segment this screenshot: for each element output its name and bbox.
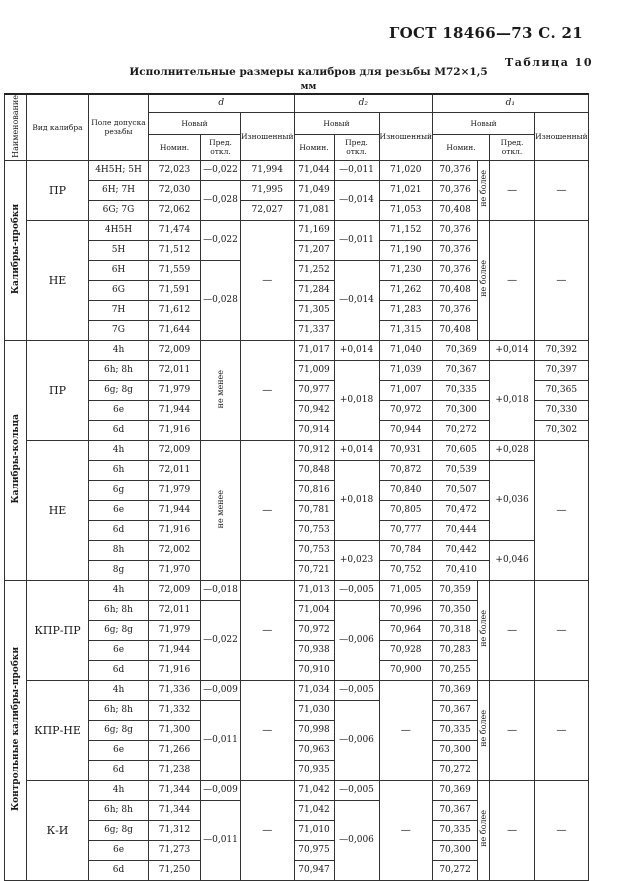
cell-d-nom: 72,011 bbox=[149, 360, 201, 380]
col-d-new: Новый bbox=[149, 112, 241, 134]
cell-d-dev: —0,009 bbox=[201, 780, 241, 800]
cell-d2-worn: 71,152 bbox=[379, 220, 433, 240]
cell-d1-nom: 70,335 bbox=[433, 380, 490, 400]
cell-d-nom: 71,273 bbox=[149, 840, 201, 860]
table-row bbox=[5, 680, 589, 700]
cell-d-nom: 71,916 bbox=[149, 660, 201, 680]
cell-d-worn: — bbox=[241, 220, 295, 340]
cell-d1-dev: — bbox=[490, 780, 535, 880]
cell-d2-nom: 71,042 bbox=[294, 800, 334, 820]
cell-d2-worn: 71,040 bbox=[379, 340, 433, 360]
table-row bbox=[5, 540, 589, 560]
cell-d2-worn: 71,230 bbox=[379, 260, 433, 280]
cell-d1-nom: 70,472 bbox=[433, 500, 490, 520]
cell-d2-worn: 71,005 bbox=[379, 580, 433, 600]
tolerance-field: 4h bbox=[89, 680, 149, 700]
cell-d-dev: —0,028 bbox=[201, 260, 241, 340]
cell-d-worn: — bbox=[241, 680, 295, 780]
tolerance-field: 6d bbox=[89, 520, 149, 540]
cell-d1-dev: +0,036 bbox=[490, 460, 535, 540]
cell-d1-nom: 70,408 bbox=[433, 280, 478, 300]
cell-d1-nom: 70,376 bbox=[433, 300, 478, 320]
cell-d1-dev: +0,018 bbox=[490, 360, 535, 440]
col-d1-dev: Пред. откл. bbox=[490, 134, 535, 160]
table-row bbox=[5, 340, 589, 360]
cell-d2-worn: 71,007 bbox=[379, 380, 433, 400]
tolerance-field: 4h bbox=[89, 780, 149, 800]
cell-d2-nom: 71,013 bbox=[294, 580, 334, 600]
group-name-label: Калибры-кольца bbox=[10, 414, 21, 504]
cell-d2-nom: 71,009 bbox=[294, 360, 334, 380]
cell-d2-dev: +0,018 bbox=[334, 360, 379, 440]
cell-d-nom: 71,970 bbox=[149, 560, 201, 580]
cell-d-nom: 71,344 bbox=[149, 780, 201, 800]
cell-d-nom: 71,512 bbox=[149, 240, 201, 260]
cell-d-nom: 71,944 bbox=[149, 500, 201, 520]
cell-d1-nom: 70,335 bbox=[433, 720, 478, 740]
note-text: не более bbox=[479, 710, 489, 748]
cell-d2-nom: 70,848 bbox=[294, 460, 334, 480]
cell-d1-nom: 70,376 bbox=[433, 180, 478, 200]
cell-d2-worn: 71,020 bbox=[379, 160, 433, 180]
cell-d2-nom: 70,912 bbox=[294, 440, 334, 460]
cell-d2-nom: 70,935 bbox=[294, 760, 334, 780]
cell-d2-nom: 71,030 bbox=[294, 700, 334, 720]
cell-d2-nom: 70,972 bbox=[294, 620, 334, 640]
note-not-more bbox=[478, 580, 490, 680]
tolerance-field: 4H5H bbox=[89, 220, 149, 240]
cell-d2-worn: 71,021 bbox=[379, 180, 433, 200]
cell-d-nom: 71,979 bbox=[149, 380, 201, 400]
cell-d1-worn: — bbox=[535, 160, 589, 220]
cell-d2-worn: 70,972 bbox=[379, 400, 433, 420]
cell-d2-dev: —0,014 bbox=[334, 260, 379, 340]
note-not-less bbox=[201, 440, 241, 580]
cell-d2-nom: 70,721 bbox=[294, 560, 334, 580]
cell-d-nom: 71,591 bbox=[149, 280, 201, 300]
col-d2-nom: Номин. bbox=[294, 134, 334, 160]
tolerance-field: 6h bbox=[89, 460, 149, 480]
cell-d2-nom: 71,169 bbox=[294, 220, 334, 240]
table-row bbox=[5, 360, 589, 380]
cell-d-nom: 71,644 bbox=[149, 320, 201, 340]
cell-d1-nom: 70,408 bbox=[433, 320, 478, 340]
cell-d2-nom: 71,081 bbox=[294, 200, 334, 220]
note-text: не более bbox=[479, 610, 489, 648]
cell-d2-nom: 71,042 bbox=[294, 780, 334, 800]
table-row bbox=[5, 440, 589, 460]
col-d1-worn: Изношенный bbox=[535, 112, 589, 160]
tolerance-field: 4h bbox=[89, 340, 149, 360]
cell-d2-dev: —0,014 bbox=[334, 180, 379, 220]
cell-d2-worn: 70,805 bbox=[379, 500, 433, 520]
cell-d1-dev: — bbox=[490, 160, 535, 220]
note-text: не менее bbox=[216, 369, 225, 409]
cell-d1-nom: 70,410 bbox=[433, 560, 490, 580]
cell-d1-nom: 70,444 bbox=[433, 520, 490, 540]
cell-d1-dev: +0,028 bbox=[490, 440, 535, 460]
tolerance-field: 8h bbox=[89, 540, 149, 560]
tolerance-field: 7G bbox=[89, 320, 149, 340]
gauge-dimensions-table bbox=[4, 93, 589, 881]
tolerance-field: 5H bbox=[89, 240, 149, 260]
tolerance-field: 6g; 8g bbox=[89, 380, 149, 400]
cell-d-worn: — bbox=[241, 780, 295, 880]
note-not-more bbox=[478, 680, 490, 780]
cell-d1-nom: 70,539 bbox=[433, 460, 490, 480]
cell-d1-nom: 70,369 bbox=[433, 780, 478, 800]
cell-d2-nom: 71,004 bbox=[294, 600, 334, 620]
cell-d2-dev: +0,014 bbox=[334, 340, 379, 360]
cell-d-nom: 72,062 bbox=[149, 200, 201, 220]
cell-d2-nom: 70,963 bbox=[294, 740, 334, 760]
cell-d2-nom: 70,947 bbox=[294, 860, 334, 880]
cell-d-nom: 71,612 bbox=[149, 300, 201, 320]
cell-d1-nom: 70,300 bbox=[433, 400, 490, 420]
tolerance-field: 6H bbox=[89, 260, 149, 280]
cell-d2-worn: 71,283 bbox=[379, 300, 433, 320]
tolerance-field: 6g bbox=[89, 480, 149, 500]
tolerance-field: 6d bbox=[89, 760, 149, 780]
cell-d1-nom: 70,376 bbox=[433, 260, 478, 280]
note-not-more bbox=[478, 780, 490, 880]
tolerance-field: 7H bbox=[89, 300, 149, 320]
cell-d2-worn: 71,315 bbox=[379, 320, 433, 340]
cell-d1-nom: 70,272 bbox=[433, 760, 478, 780]
group-name bbox=[5, 160, 27, 340]
cell-d2-nom: 71,017 bbox=[294, 340, 334, 360]
cell-d2-dev: —0,011 bbox=[334, 220, 379, 260]
tolerance-field: 8g bbox=[89, 560, 149, 580]
cell-d-nom: 72,011 bbox=[149, 460, 201, 480]
cell-d-dev: —0,022 bbox=[201, 160, 241, 180]
cell-d-dev: —0,011 bbox=[201, 800, 241, 880]
cell-d2-nom: 71,044 bbox=[294, 160, 334, 180]
cell-d2-nom: 70,781 bbox=[294, 500, 334, 520]
cell-d1-dev: — bbox=[490, 220, 535, 340]
gauge-kind: ПР bbox=[27, 340, 89, 440]
note-not-more bbox=[478, 220, 490, 340]
cell-d1-nom: 70,272 bbox=[433, 420, 490, 440]
cell-d-nom: 72,030 bbox=[149, 180, 201, 200]
table-label: Таблица 10 bbox=[505, 56, 593, 69]
note-text: не более bbox=[479, 260, 489, 298]
gauge-kind: КПР-ПР bbox=[27, 580, 89, 680]
cell-d1-nom: 70,367 bbox=[433, 800, 478, 820]
cell-d2-worn: 70,928 bbox=[379, 640, 433, 660]
col-field: Поле допуска резьбы bbox=[89, 94, 149, 160]
cell-d1-nom: 70,367 bbox=[433, 700, 478, 720]
cell-d2-worn: 70,996 bbox=[379, 600, 433, 620]
tolerance-field: 6g; 8g bbox=[89, 720, 149, 740]
cell-d-nom: 71,344 bbox=[149, 800, 201, 820]
cell-d2-nom: 70,753 bbox=[294, 540, 334, 560]
cell-d-nom: 71,916 bbox=[149, 520, 201, 540]
col-d2: d₂ bbox=[294, 94, 433, 112]
cell-d-nom: 71,474 bbox=[149, 220, 201, 240]
cell-d2-worn: 70,872 bbox=[379, 460, 433, 480]
cell-d-nom: 71,250 bbox=[149, 860, 201, 880]
cell-d2-worn: — bbox=[379, 680, 433, 780]
cell-d1-worn: 70,397 bbox=[535, 360, 589, 380]
cell-d1-nom: 70,350 bbox=[433, 600, 478, 620]
cell-d2-worn: 70,752 bbox=[379, 560, 433, 580]
table-row bbox=[5, 160, 589, 180]
gauge-kind: НЕ bbox=[27, 220, 89, 340]
cell-d-nom: 71,300 bbox=[149, 720, 201, 740]
cell-d2-dev: —0,006 bbox=[334, 800, 379, 880]
tolerance-field: 4h bbox=[89, 440, 149, 460]
cell-d-nom: 72,009 bbox=[149, 440, 201, 460]
cell-d2-worn: 70,964 bbox=[379, 620, 433, 640]
cell-d2-worn: 70,784 bbox=[379, 540, 433, 560]
note-text: не более bbox=[479, 170, 489, 208]
cell-d1-dev: +0,046 bbox=[490, 540, 535, 580]
tolerance-field: 6d bbox=[89, 420, 149, 440]
cell-d-nom: 71,336 bbox=[149, 680, 201, 700]
cell-d2-nom: 71,337 bbox=[294, 320, 334, 340]
col-d2-worn: Изношенный bbox=[379, 112, 433, 160]
col-d: d bbox=[149, 94, 295, 112]
tolerance-field: 6g; 8g bbox=[89, 820, 149, 840]
tolerance-field: 6g; 8g bbox=[89, 620, 149, 640]
cell-d1-nom: 70,367 bbox=[433, 360, 490, 380]
col-name: Наименование bbox=[5, 94, 27, 160]
tolerance-field: 6h; 8h bbox=[89, 800, 149, 820]
tolerance-field: 6e bbox=[89, 400, 149, 420]
note-text: не менее bbox=[216, 489, 225, 529]
cell-d2-nom: 70,914 bbox=[294, 420, 334, 440]
cell-d1-nom: 70,408 bbox=[433, 200, 478, 220]
tolerance-field: 6d bbox=[89, 860, 149, 880]
tolerance-field: 6e bbox=[89, 740, 149, 760]
cell-d1-worn: — bbox=[535, 680, 589, 780]
cell-d-dev: —0,009 bbox=[201, 680, 241, 700]
note-not-less bbox=[201, 340, 241, 440]
gost-number: ГОСТ 18466—73 С. 21 bbox=[389, 24, 583, 42]
cell-d1-worn: 70,330 bbox=[535, 400, 589, 420]
cell-d1-dev: — bbox=[490, 580, 535, 680]
gauge-kind: НЕ bbox=[27, 440, 89, 580]
cell-d2-worn: 71,039 bbox=[379, 360, 433, 380]
cell-d2-nom: 71,284 bbox=[294, 280, 334, 300]
cell-d1-worn: — bbox=[535, 580, 589, 680]
cell-d2-nom: 70,753 bbox=[294, 520, 334, 540]
cell-d2-nom: 71,252 bbox=[294, 260, 334, 280]
gauge-kind: К-И bbox=[27, 780, 89, 880]
cell-d1-nom: 70,376 bbox=[433, 220, 478, 240]
cell-d2-nom: 70,910 bbox=[294, 660, 334, 680]
cell-d-nom: 71,916 bbox=[149, 420, 201, 440]
cell-d2-dev: +0,018 bbox=[334, 460, 379, 540]
cell-d1-worn: 70,392 bbox=[535, 340, 589, 360]
cell-d-dev: —0,022 bbox=[201, 600, 241, 680]
tolerance-field: 6d bbox=[89, 660, 149, 680]
cell-d2-worn: 71,053 bbox=[379, 200, 433, 220]
cell-d1-nom: 70,376 bbox=[433, 160, 478, 180]
cell-d-nom: 71,266 bbox=[149, 740, 201, 760]
cell-d1-dev: — bbox=[490, 680, 535, 780]
cell-d2-dev: —0,011 bbox=[334, 160, 379, 180]
cell-d2-dev: +0,014 bbox=[334, 440, 379, 460]
col-d-nom: Номин. bbox=[149, 134, 201, 160]
cell-d1-dev: +0,014 bbox=[490, 340, 535, 360]
tolerance-field: 6H; 7H bbox=[89, 180, 149, 200]
cell-d-nom: 71,312 bbox=[149, 820, 201, 840]
tolerance-field: 6G bbox=[89, 280, 149, 300]
cell-d1-nom: 70,369 bbox=[433, 680, 478, 700]
table-row bbox=[5, 780, 589, 800]
cell-d1-nom: 70,300 bbox=[433, 840, 478, 860]
table-row bbox=[5, 460, 589, 480]
cell-d1-nom: 70,335 bbox=[433, 820, 478, 840]
cell-d2-nom: 71,034 bbox=[294, 680, 334, 700]
cell-d-nom: 71,979 bbox=[149, 620, 201, 640]
cell-d2-dev: —0,006 bbox=[334, 600, 379, 680]
cell-d1-worn: — bbox=[535, 440, 589, 580]
cell-d1-nom: 70,318 bbox=[433, 620, 478, 640]
note-not-more bbox=[478, 160, 490, 220]
group-name bbox=[5, 340, 27, 580]
cell-d1-nom: 70,359 bbox=[433, 580, 478, 600]
cell-d-nom: 71,332 bbox=[149, 700, 201, 720]
tolerance-field: 4H5H; 5H bbox=[89, 160, 149, 180]
col-kind: Вид калибра bbox=[27, 94, 89, 160]
cell-d1-worn: 70,365 bbox=[535, 380, 589, 400]
group-name-label: Контрольные калибры-пробки bbox=[10, 646, 21, 811]
table-row bbox=[5, 580, 589, 600]
col-d-worn: Изношенный bbox=[241, 112, 295, 160]
cell-d-worn: — bbox=[241, 580, 295, 680]
cell-d-worn: — bbox=[241, 440, 295, 580]
col-d2-dev: Пред. откл. bbox=[334, 134, 379, 160]
col-d1-nom: Номин. bbox=[433, 134, 490, 160]
cell-d2-nom: 71,049 bbox=[294, 180, 334, 200]
cell-d2-nom: 70,816 bbox=[294, 480, 334, 500]
cell-d2-dev: —0,005 bbox=[334, 680, 379, 700]
cell-d1-worn: — bbox=[535, 220, 589, 340]
cell-d2-worn: 71,262 bbox=[379, 280, 433, 300]
group-name bbox=[5, 580, 27, 880]
cell-d-worn: 71,995 bbox=[241, 180, 295, 200]
cell-d2-dev: —0,005 bbox=[334, 780, 379, 800]
cell-d1-nom: 70,605 bbox=[433, 440, 490, 460]
tolerance-field: 6e bbox=[89, 840, 149, 860]
cell-d-dev: —0,011 bbox=[201, 700, 241, 780]
col-d-dev: Пред. откл. bbox=[201, 134, 241, 160]
cell-d1-nom: 70,376 bbox=[433, 240, 478, 260]
cell-d2-worn: 70,944 bbox=[379, 420, 433, 440]
cell-d2-nom: 71,305 bbox=[294, 300, 334, 320]
cell-d1-nom: 70,442 bbox=[433, 540, 490, 560]
cell-d2-nom: 70,942 bbox=[294, 400, 334, 420]
table-row bbox=[5, 220, 589, 240]
cell-d-nom: 72,011 bbox=[149, 600, 201, 620]
cell-d1-nom: 70,255 bbox=[433, 660, 478, 680]
col-d1: d₁ bbox=[433, 94, 589, 112]
table-title: Исполнительные размеры калибров для резьбы М72×1,5 bbox=[129, 66, 488, 78]
cell-d2-worn: — bbox=[379, 780, 433, 880]
cell-d1-nom: 70,283 bbox=[433, 640, 478, 660]
cell-d2-dev: —0,005 bbox=[334, 580, 379, 600]
cell-d-worn: 71,994 bbox=[241, 160, 295, 180]
cell-d2-worn: 71,190 bbox=[379, 240, 433, 260]
cell-d-nom: 71,559 bbox=[149, 260, 201, 280]
cell-d1-nom: 70,300 bbox=[433, 740, 478, 760]
table-unit: мм bbox=[300, 82, 317, 92]
cell-d2-dev: —0,006 bbox=[334, 700, 379, 780]
gauge-kind: КПР-НЕ bbox=[27, 680, 89, 780]
cell-d2-nom: 71,207 bbox=[294, 240, 334, 260]
tolerance-field: 6G; 7G bbox=[89, 200, 149, 220]
col-d2-new: Новый bbox=[294, 112, 379, 134]
tolerance-field: 6e bbox=[89, 640, 149, 660]
note-text: не более bbox=[479, 810, 489, 848]
cell-d1-worn: — bbox=[535, 780, 589, 880]
cell-d2-dev: +0,023 bbox=[334, 540, 379, 580]
cell-d-nom: 72,009 bbox=[149, 580, 201, 600]
tolerance-field: 6e bbox=[89, 500, 149, 520]
cell-d-nom: 72,009 bbox=[149, 340, 201, 360]
cell-d1-nom: 70,272 bbox=[433, 860, 478, 880]
tolerance-field: 6h; 8h bbox=[89, 600, 149, 620]
col-d1-new: Новый bbox=[433, 112, 535, 134]
cell-d1-worn: 70,302 bbox=[535, 420, 589, 440]
tolerance-field: 6h; 8h bbox=[89, 700, 149, 720]
cell-d2-nom: 70,977 bbox=[294, 380, 334, 400]
cell-d2-nom: 70,975 bbox=[294, 840, 334, 860]
cell-d1-nom: 70,507 bbox=[433, 480, 490, 500]
cell-d-nom: 71,944 bbox=[149, 640, 201, 660]
cell-d2-worn: 70,777 bbox=[379, 520, 433, 540]
cell-d2-nom: 70,998 bbox=[294, 720, 334, 740]
cell-d2-worn: 70,840 bbox=[379, 480, 433, 500]
group-name-label: Калибры-пробки bbox=[10, 203, 21, 294]
cell-d-dev: —0,028 bbox=[201, 180, 241, 220]
cell-d2-worn: 70,931 bbox=[379, 440, 433, 460]
table-body bbox=[5, 160, 589, 880]
cell-d-nom: 72,002 bbox=[149, 540, 201, 560]
gauge-kind: ПР bbox=[27, 160, 89, 220]
cell-d-dev: —0,018 bbox=[201, 580, 241, 600]
cell-d-nom: 71,979 bbox=[149, 480, 201, 500]
cell-d2-nom: 70,938 bbox=[294, 640, 334, 660]
cell-d-nom: 71,238 bbox=[149, 760, 201, 780]
tolerance-field: 6h; 8h bbox=[89, 360, 149, 380]
cell-d-nom: 71,944 bbox=[149, 400, 201, 420]
cell-d2-worn: 70,900 bbox=[379, 660, 433, 680]
cell-d1-nom: 70,369 bbox=[433, 340, 490, 360]
cell-d-dev: —0,022 bbox=[201, 220, 241, 260]
cell-d2-nom: 71,010 bbox=[294, 820, 334, 840]
tolerance-field: 4h bbox=[89, 580, 149, 600]
cell-d-worn: — bbox=[241, 340, 295, 440]
cell-d-worn: 72,027 bbox=[241, 200, 295, 220]
cell-d-nom: 72,023 bbox=[149, 160, 201, 180]
